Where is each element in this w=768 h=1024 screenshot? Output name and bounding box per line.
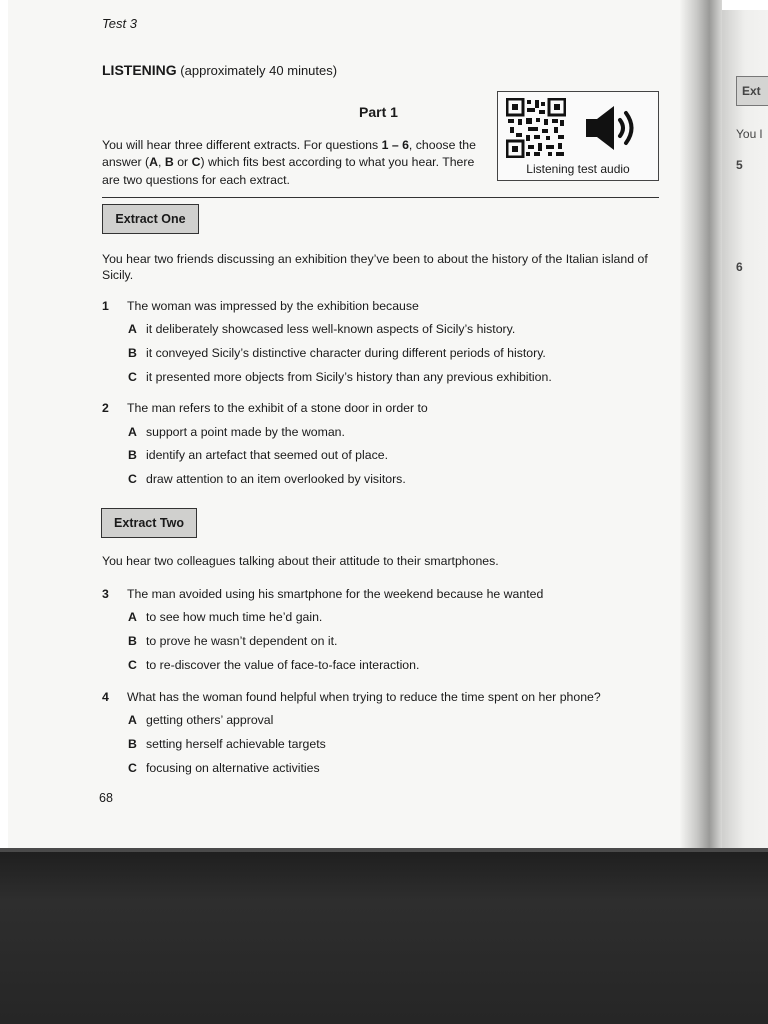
option-text[interactable]: to see how much time he’d gain. bbox=[146, 610, 323, 624]
option-letter: B bbox=[128, 346, 137, 360]
extract-two-heading: Extract Two bbox=[101, 508, 197, 538]
section-title bbox=[102, 62, 337, 78]
question-number: 3 bbox=[102, 587, 109, 601]
option-letter: B bbox=[128, 634, 137, 648]
option-letter: A bbox=[128, 322, 137, 336]
part-title: Part 1 bbox=[359, 104, 398, 120]
option-text[interactable]: draw attention to an item overlooked by visitors. bbox=[146, 472, 406, 486]
option-text[interactable]: setting herself achievable targets bbox=[146, 737, 326, 751]
part-instructions: You will hear three different extracts. For questions 1 – 6, choose the answer (A, B or C) which fits best according to what you hear. There are two questions for each extract. bbox=[102, 138, 476, 187]
option-letter: C bbox=[128, 658, 137, 672]
question-number: 1 bbox=[102, 299, 109, 313]
option-letter: C bbox=[128, 370, 137, 384]
scan-background bbox=[0, 848, 768, 1024]
option-text[interactable]: getting others’ approval bbox=[146, 713, 274, 727]
option-text[interactable]: to prove he wasn’t dependent on it. bbox=[146, 634, 338, 648]
option-text[interactable]: it deliberately showcased less well-known aspects of Sicily’s history. bbox=[146, 322, 516, 336]
section-name: LISTENING bbox=[102, 62, 177, 78]
extract-one-heading: Extract One bbox=[102, 204, 199, 234]
audio-caption: Listening test audio bbox=[526, 162, 630, 176]
question-text: The man avoided using his smartphone for the weekend because he wanted bbox=[127, 587, 544, 601]
option-letter: B bbox=[128, 448, 137, 462]
option-letter: A bbox=[128, 713, 137, 727]
next-page-edge bbox=[722, 10, 768, 848]
qr-code-icon[interactable] bbox=[506, 98, 566, 158]
audio-panel[interactable] bbox=[497, 91, 659, 181]
book-spine bbox=[680, 0, 722, 848]
question-text: What has the woman found helpful when trying to reduce the time spent on her phone? bbox=[127, 690, 601, 704]
option-text[interactable]: focusing on alternative activities bbox=[146, 761, 320, 775]
option-letter: A bbox=[128, 425, 137, 439]
question-number: 4 bbox=[102, 690, 109, 704]
section-duration: (approximately 40 minutes) bbox=[180, 63, 338, 78]
section-divider bbox=[102, 197, 659, 198]
page-number: 68 bbox=[99, 791, 113, 805]
next-page-extract-box: Ext bbox=[736, 76, 768, 106]
option-text[interactable]: it conveyed Sicily’s distinctive character during different periods of history. bbox=[146, 346, 546, 360]
option-text[interactable]: to re-discover the value of face-to-face interaction. bbox=[146, 658, 420, 672]
next-page-question-number: 6 bbox=[736, 260, 743, 274]
question-text: The woman was impressed by the exhibition because bbox=[127, 299, 419, 313]
next-page-question-number: 5 bbox=[736, 158, 743, 172]
option-text[interactable]: it presented more objects from Sicily’s history than any previous exhibition. bbox=[146, 370, 552, 384]
question-text: The man refers to the exhibit of a stone door in order to bbox=[127, 401, 428, 415]
test-label: Test 3 bbox=[102, 16, 137, 31]
option-letter: B bbox=[128, 737, 137, 751]
option-letter: A bbox=[128, 610, 137, 624]
extract-two-context: You hear two colleagues talking about their attitude to their smartphones. bbox=[102, 554, 499, 568]
option-letter: C bbox=[128, 761, 137, 775]
extract-one-context: You hear two friends discussing an exhibition they’ve been to about the history of the Italian island of Sicily. bbox=[102, 252, 648, 282]
option-text[interactable]: identify an artefact that seemed out of place. bbox=[146, 448, 388, 462]
next-page-text-fragment: You l bbox=[736, 127, 763, 141]
speaker-icon[interactable] bbox=[584, 102, 638, 154]
option-letter: C bbox=[128, 472, 137, 486]
option-text[interactable]: support a point made by the woman. bbox=[146, 425, 345, 439]
question-number: 2 bbox=[102, 401, 109, 415]
